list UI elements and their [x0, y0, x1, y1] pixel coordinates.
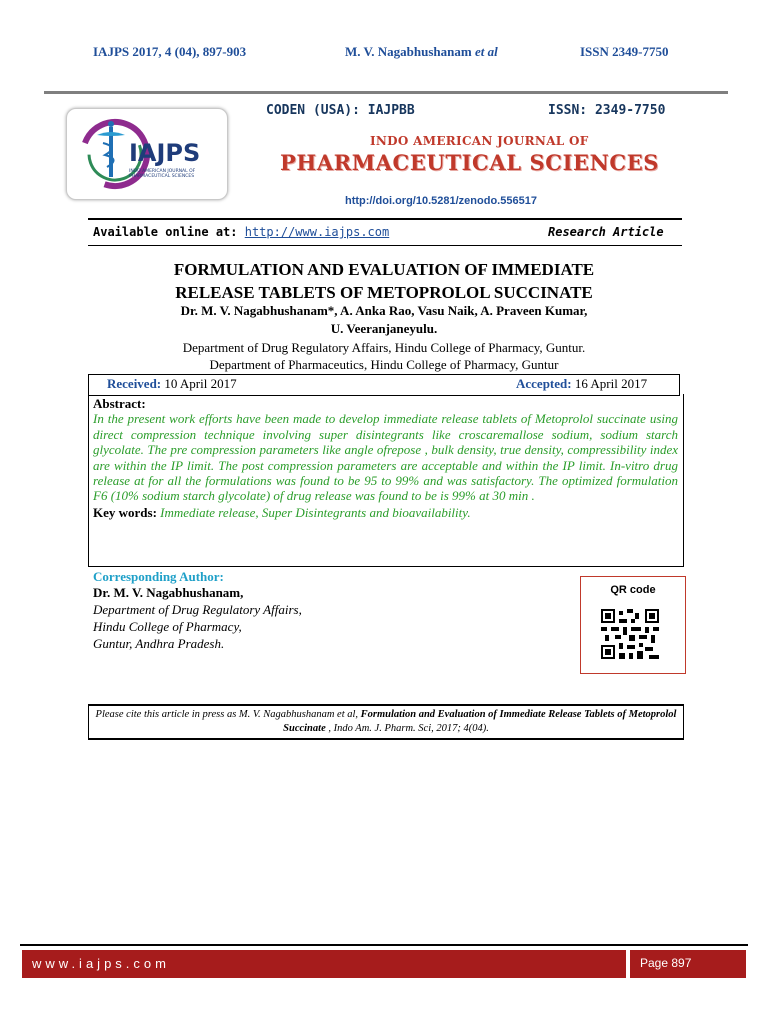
journal-logo	[66, 108, 228, 200]
dates-box	[88, 374, 680, 396]
journal-name-line1: INDO AMERICAN JOURNAL OF	[370, 134, 589, 148]
received-date: 10 April 2017	[164, 376, 237, 391]
abstract-box	[88, 394, 684, 567]
masthead-divider	[88, 218, 682, 220]
running-header-author	[345, 44, 498, 60]
authors-line2: U. Veeranjaneyulu.	[330, 321, 438, 336]
running-header-citation: IAJPS 2017, 4 (04), 897-903	[93, 44, 247, 59]
citation-box	[88, 704, 684, 740]
accepted-date: 16 April 2017	[574, 376, 648, 391]
journal-website-link[interactable]: http://www.iajps.com	[244, 225, 390, 239]
keywords	[93, 505, 678, 520]
running-header-issn: ISSN 2349-7750	[580, 44, 669, 59]
corresponding-location: Guntur, Andhra Pradesh.	[93, 636, 225, 651]
received	[107, 375, 237, 393]
footer-site-bar	[22, 950, 628, 978]
logo-subtext: INDO AMERICAN JOURNAL OF PHARMACEUTICAL SCIENCES	[129, 169, 196, 179]
abstract-label: Abstract:	[93, 396, 146, 411]
footer-site[interactable]: www.iajps.com	[32, 956, 170, 971]
abstract-content	[93, 396, 678, 520]
citation-text	[89, 706, 683, 736]
qr-label: QR code	[610, 584, 656, 596]
page-number: Page 897	[640, 956, 692, 970]
availability	[93, 225, 389, 239]
doi-link[interactable]: http://doi.org/10.5281/zenodo.556517	[345, 195, 537, 207]
article-type: Research Article	[548, 225, 664, 239]
qr-code-icon	[601, 609, 659, 659]
citation-prefix: Please cite this article in press as M. V. Nagabhushanam et al,	[95, 709, 359, 720]
availability-divider	[88, 245, 682, 246]
corresponding-author-label: Corresponding Author:	[93, 569, 224, 584]
affiliation-1: Department of Drug Regulatory Affairs, Hindu College of Pharmacy, Guntur.	[182, 340, 586, 355]
qr-code-box[interactable]	[580, 576, 686, 674]
abstract-text: In the present work efforts have been made to develop immediate release tablets of Metoprolol succinate using direct compression technique involving super disintegrants like croscaremallose sodium, sodium starch glycolate. The pre compression parameters like angle ofrepose , bulk density, true density, compressibility index are within the IP limit. The post compression parameters are acceptable and within the IP limit. In-vitro drug release at for all the formulations was found to be 95 to 99% and was satisfactory. The optimized formulation F6 (10% sodium starch glycolate) of drug release was found to be is 99% at 30 min .	[93, 411, 678, 504]
authors-line1: Dr. M. V. Nagabhushanam*, A. Anka Rao, Vasu Naik, A. Praveen Kumar,	[180, 303, 588, 318]
keywords-text: Immediate release, Super Disintegrants and bioavailability.	[160, 504, 471, 520]
received-label: Received:	[107, 376, 162, 391]
availability-label: Available online at:	[93, 225, 238, 239]
article-title-line2: RELEASE TABLETS OF METOPROLOL SUCCINATE	[175, 283, 593, 302]
accepted	[516, 375, 647, 393]
journal-name-line2: PHARMACEUTICAL SCIENCES	[280, 150, 660, 175]
running-header-author-name: M. V. Nagabhushanam	[345, 44, 472, 59]
corresponding-dept: Department of Drug Regulatory Affairs,	[93, 602, 302, 617]
accepted-label: Accepted:	[516, 376, 572, 391]
citation-suffix: , Indo Am. J. Pharm. Sci, 2017; 4(04).	[328, 723, 489, 734]
citation-title: Formulation and Evaluation of Immediate Release Tablets of Metoprolol Succinate	[283, 709, 677, 734]
header-divider	[44, 91, 728, 94]
logo-text: IAJPS	[129, 139, 201, 167]
coden: CODEN (USA): IAJPBB	[266, 103, 415, 118]
article-title-line1: FORMULATION AND EVALUATION OF IMMEDIATE	[173, 260, 595, 279]
footer-page-box	[630, 950, 746, 978]
footer-divider	[20, 944, 748, 946]
affiliation-2: Department of Pharmaceutics, Hindu College of Pharmacy, Guntur	[209, 357, 559, 372]
masthead-issn: ISSN: 2349-7750	[548, 103, 666, 118]
running-header-author-suffix: et al	[474, 44, 498, 59]
keywords-label: Key words:	[93, 504, 157, 520]
corresponding-author-name: Dr. M. V. Nagabhushanam,	[93, 585, 244, 600]
corresponding-college: Hindu College of Pharmacy,	[93, 619, 242, 634]
